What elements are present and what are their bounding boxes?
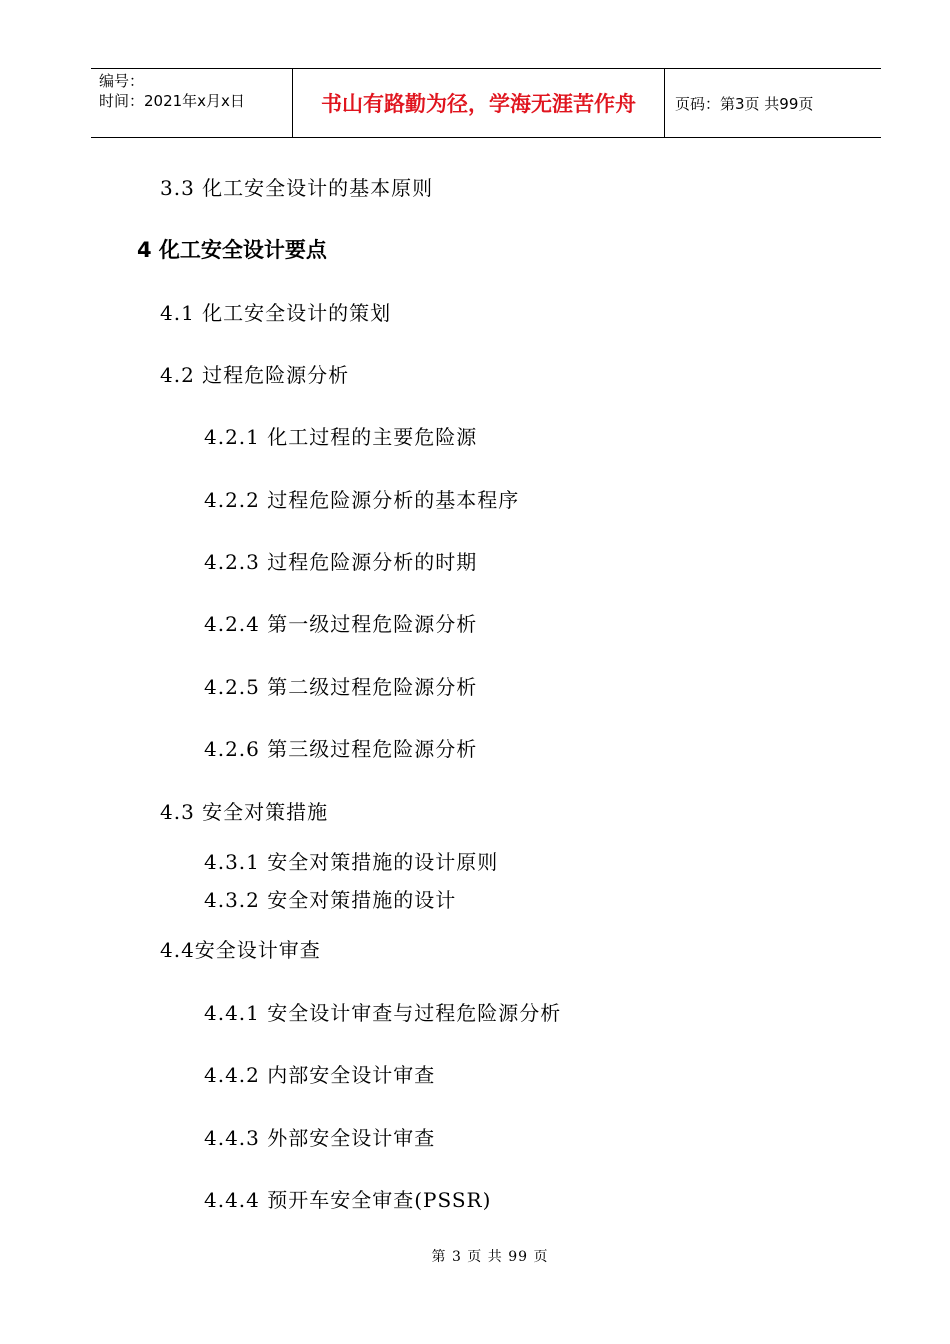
toc-entry-4-2-1: 4.2.1 化工过程的主要危险源 — [204, 425, 478, 449]
toc-entry-4-3-1: 4.3.1 安全对策措施的设计原则 — [204, 850, 499, 874]
header-page-info-cell — [665, 69, 881, 137]
page-footer: 第 3 页 共 99 页 — [431, 1249, 549, 1265]
toc-entry-4-2-3: 4.2.3 过程危险源分析的时期 — [204, 550, 478, 574]
toc-entry-4-4-1: 4.4.1 安全设计审查与过程危险源分析 — [204, 1001, 562, 1025]
toc-entry-4-4: 4.4安全设计审查 — [160, 938, 321, 962]
header-motto: 书山有路勤为径，学海无涯苦作舟 — [321, 92, 636, 116]
toc-entry-4-2-4: 4.2.4 第一级过程危险源分析 — [204, 612, 478, 636]
toc-entry-3-3: 3.3 化工安全设计的基本原则 — [160, 176, 434, 200]
toc-entry-4-2-2: 4.2.2 过程危险源分析的基本程序 — [204, 488, 520, 512]
toc-entry-4-2-6: 4.2.6 第三级过程危险源分析 — [204, 737, 478, 761]
toc-heading-4: 4 化工安全设计要点 — [137, 238, 327, 262]
toc-entry-4-1: 4.1 化工安全设计的策划 — [160, 301, 392, 325]
toc-entry-4-4-2: 4.4.2 内部安全设计审查 — [204, 1063, 436, 1087]
serial-number-label: 编号： — [99, 72, 145, 90]
toc-entry-4-2-5: 4.2.5 第二级过程危险源分析 — [204, 675, 478, 699]
toc-entry-4-4-3: 4.4.3 外部安全设计审查 — [204, 1126, 436, 1150]
page-header — [91, 68, 881, 138]
time-label: 时间：2021年x月x日 — [99, 92, 245, 110]
header-meta — [91, 69, 293, 137]
toc-entry-4-3-2: 4.3.2 安全对策措施的设计 — [204, 888, 457, 912]
toc-entry-4-3: 4.3 安全对策措施 — [160, 800, 329, 824]
header-page-info: 页码：第3页 共99页 — [675, 94, 814, 113]
header-motto-cell — [293, 69, 665, 137]
toc-entry-4-2: 4.2 过程危险源分析 — [160, 363, 350, 387]
toc-entry-4-4-4: 4.4.4 预开车安全审查(PSSR) — [204, 1188, 492, 1212]
